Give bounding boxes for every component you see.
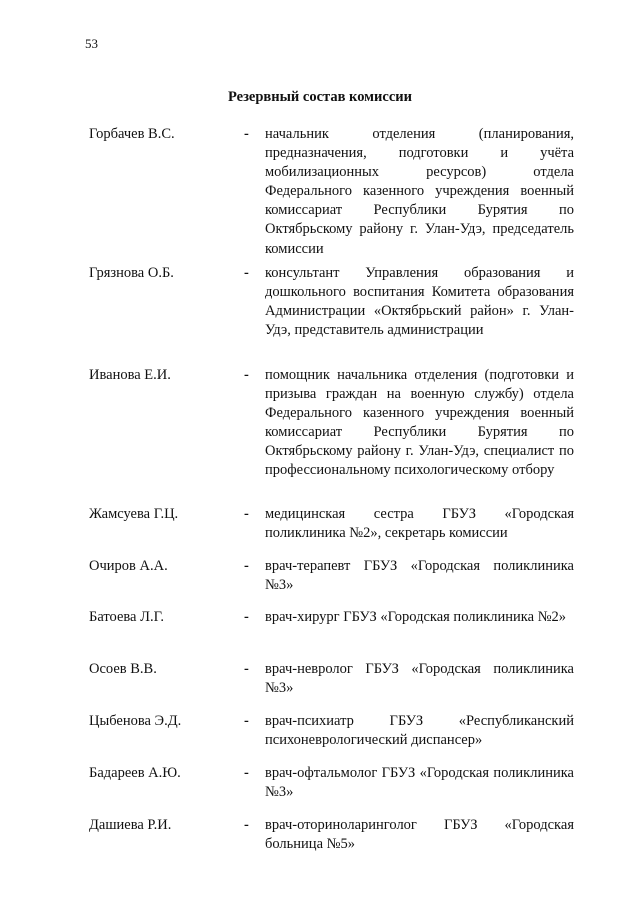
member-role: врач-терапевт ГБУЗ «Городская поликлиника №3» — [265, 558, 574, 594]
dash-separator: - — [244, 661, 249, 677]
dash-separator: - — [244, 126, 249, 142]
dash-separator: - — [244, 609, 249, 625]
member-role: врач-офтальмолог ГБУЗ «Городская поликлиника №3» — [265, 765, 574, 801]
dash-separator: - — [244, 265, 249, 281]
page-number: 53 — [85, 36, 98, 51]
member-name: Бадареев А.Ю. — [89, 765, 181, 781]
member-name: Очиров А.А. — [89, 558, 168, 574]
member-name: Батоева Л.Г. — [89, 609, 164, 625]
dash-separator: - — [244, 765, 249, 781]
member-name: Осоев В.В. — [89, 661, 157, 677]
dash-separator: - — [244, 817, 249, 833]
member-name: Иванова Е.И. — [89, 367, 171, 383]
member-role: начальник отделения (планирования, предназначения, подготовки и учёта мобилизационных ресурсов) отдела Федерального казенного учреждения военный комиссариат Республики Бурятия по Октябрьскому району г. Улан-Удэ, председатель комиссии — [265, 126, 574, 257]
member-role: консультант Управления образования и дошкольного воспитания Комитета образования Администрации «Октябрьский район» г. Улан-Удэ, представитель администрации — [265, 265, 574, 339]
member-role: врач-оториноларинголог ГБУЗ «Городская больница №5» — [265, 817, 574, 853]
member-name: Грязнова О.Б. — [89, 265, 174, 281]
dash-separator: - — [244, 558, 249, 574]
member-name: Цыбенова Э.Д. — [89, 713, 182, 729]
member-role: врач-невролог ГБУЗ «Городская поликлиника №3» — [265, 661, 574, 697]
member-name: Жамсуева Г.Ц. — [89, 506, 179, 522]
member-role: помощник начальника отделения (подготовки и призыва граждан на военную службу) отдела Федерального казенного учреждения военный комиссариат Республики Бурятия по Октябрьскому району г. Улан-Удэ, специалист по профессиональному психологическому отбору — [265, 367, 574, 479]
member-name: Дашиева Р.И. — [89, 817, 172, 833]
member-role: врач-психиатр ГБУЗ «Республиканский психоневрологический диспансер» — [265, 713, 574, 749]
page-title: Резервный состав комиссии — [228, 89, 412, 105]
member-role: врач-хирург ГБУЗ «Городская поликлиника №2» — [265, 609, 567, 625]
dash-separator: - — [244, 367, 249, 383]
dash-separator: - — [244, 506, 249, 522]
member-name: Горбачев В.С. — [89, 126, 175, 142]
dash-separator: - — [244, 713, 249, 729]
member-role: медицинская сестра ГБУЗ «Городская поликлиника №2», секретарь комиссии — [265, 506, 574, 542]
